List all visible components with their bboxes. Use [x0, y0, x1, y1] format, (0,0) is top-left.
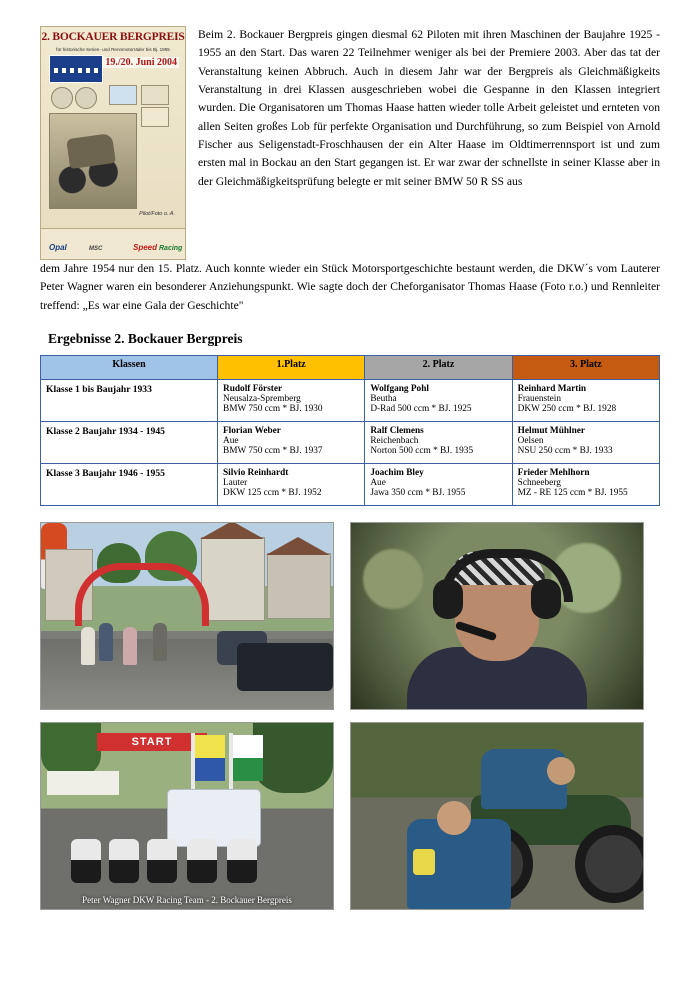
table-row — [41, 379, 660, 421]
rider-club: Aue — [223, 435, 239, 446]
photo-start-arch-street — [40, 522, 334, 710]
row-class-label: Klasse 3 Baujahr 1946 - 1955 — [41, 463, 218, 505]
column-header-place-1: 1.Platz — [218, 355, 365, 379]
poster-flag-graphic — [49, 55, 103, 83]
column-header-place-2: 2. Platz — [365, 355, 512, 379]
head-shape — [437, 801, 471, 835]
poster-sponsor-icon — [109, 85, 137, 105]
tree-shape — [41, 723, 101, 777]
car-shape — [237, 643, 333, 691]
row-class-label: Klasse 1 bis Baujahr 1933 — [41, 379, 218, 421]
rider-club: Lauter — [223, 477, 248, 488]
poster-badge-icon — [75, 87, 97, 109]
rider-machine: BMW 750 ccm * BJ. 1937 — [223, 445, 323, 456]
rider-club: Frauenstein — [517, 393, 562, 404]
poster-date: 19./20. Juni 2004 — [105, 57, 177, 68]
tent-shape — [47, 771, 119, 795]
result-cell — [365, 463, 512, 505]
rider-name: Frieder Mehlhorn — [517, 467, 590, 478]
start-banner: START — [97, 733, 207, 751]
poster-badge-icon — [51, 87, 73, 109]
motorcycle-shape — [109, 839, 139, 883]
result-cell — [512, 463, 659, 505]
article-text-wrapped: Beim 2. Bockauer Bergpreis gingen diesmal 62 Piloten mit ihren Maschinen der Baujahre 1925 - 1955 an den Start. Das waren 22 Teilnehmer weniger als bei der Premiere 2003. Aber das tat der Veranstaltung keinen Abbruch. Auch in diesem Jahr war der Bergpreis als Gleichmäßigkeits Veranstaltung in drei Klassen ausgeschrieben wobei die Gespanne in den Klassen integriert wurden. Die Organisatoren um Thomas Haase hatten wieder tolle Arbeit geleistet und ernteten von allen Seiten großes Lob für perfekte Organisation und Durchführung, so zum Beispiel von Arnold Fischer aus Seligenstadt-Froschhausen der ein Alter Haase im Oldtimerrennsport ist und zum ersten mal in Bockau an den Start gegangen ist. Er war zwar der schnellste in seiner Klasse aber in der Gleichmäßigkeitsprüfung belegte er mit seiner BMW 50 R SS aus — [198, 28, 660, 188]
person-shape — [123, 627, 137, 665]
poster-sponsor-icon — [141, 85, 169, 105]
poster-logo-speed: Speed — [133, 243, 158, 252]
person-shape — [81, 627, 95, 665]
table-row — [41, 463, 660, 505]
headset-earcup-icon — [531, 579, 561, 619]
result-cell — [365, 379, 512, 421]
poster-title: 2. BOCKAUER BERGPREIS — [41, 31, 185, 43]
background-blur-shape — [363, 549, 423, 609]
photo-gallery — [40, 522, 660, 910]
rider-machine: NSU 250 ccm * BJ. 1933 — [517, 445, 613, 456]
photo-organizer-portrait — [350, 522, 644, 710]
poster-photo-credit: Pilot/Foto o. A. — [139, 211, 175, 217]
result-cell — [512, 421, 659, 463]
result-cell — [218, 421, 365, 463]
jacket-patch-icon — [413, 849, 435, 875]
rider-club: Beutha — [370, 393, 397, 404]
tree-shape — [253, 723, 333, 793]
rider-name: Helmut Mühlner — [517, 425, 586, 436]
rider-name: Florian Weber — [223, 425, 281, 436]
rider-name: Wolfgang Pohl — [370, 383, 429, 394]
rider-name: Reinhard Martin — [517, 383, 587, 394]
result-cell — [512, 379, 659, 421]
roof-shape — [266, 537, 330, 555]
rider-machine: BMW 750 ccm * BJ. 1930 — [223, 403, 323, 414]
motorcycle-shape — [227, 839, 257, 883]
poster-subtitle: für historische Serien- und Rennmotorräder bis Bj. 1955 — [56, 47, 170, 52]
rider-machine: Norton 500 ccm * BJ. 1935 — [370, 445, 474, 456]
wheel-shape — [575, 825, 644, 903]
result-cell — [218, 463, 365, 505]
results-heading: Ergebnisse 2. Bockauer Bergpreis — [48, 330, 243, 346]
building-shape — [201, 537, 265, 621]
flag-shape — [195, 735, 225, 781]
rider-machine: Jawa 350 ccm * BJ. 1955 — [370, 487, 466, 498]
rider-club: Neusalza-Spremberg — [223, 393, 301, 404]
motorcycle-shape — [187, 839, 217, 883]
rider-name: Rudolf Förster — [223, 383, 283, 394]
photo-row-top — [40, 522, 660, 710]
person-shape — [99, 623, 113, 661]
poster-logo-msc: MSC — [89, 246, 103, 252]
rider-machine: DKW 250 ccm * BJ. 1928 — [517, 403, 617, 414]
column-header-klassen: Klassen — [41, 355, 218, 379]
motorcycle-shape — [147, 839, 177, 883]
rider-name: Joachim Bley — [370, 467, 424, 478]
column-header-place-3: 3. Platz — [512, 355, 659, 379]
motorcycle-shape — [71, 839, 101, 883]
poster-logo-racing: Racing — [159, 245, 183, 252]
event-poster — [40, 26, 186, 260]
headset-earcup-icon — [433, 579, 463, 619]
start-arch-shape — [75, 563, 209, 626]
rider-machine: D-Rad 500 ccm * BJ. 1925 — [370, 403, 472, 414]
poster-sponsor-icon — [141, 107, 169, 127]
results-table — [40, 355, 660, 506]
row-class-label: Klasse 2 Baujahr 1934 - 1945 — [41, 421, 218, 463]
head-shape — [547, 757, 575, 785]
rider-club: Oelsen — [517, 435, 544, 446]
photo-mechanics-working — [350, 722, 644, 910]
table-row — [41, 421, 660, 463]
poster-logo-opal: Opal — [49, 243, 67, 252]
roof-shape — [200, 522, 264, 539]
result-cell — [218, 379, 365, 421]
result-cell — [365, 421, 512, 463]
intro-section — [40, 26, 660, 260]
poster-motorcycle-photo — [49, 113, 137, 209]
photo-caption: Peter Wagner DKW Racing Team - 2. Bockauer Bergpreis — [82, 894, 292, 905]
building-shape — [267, 553, 331, 619]
rider-name: Ralf Clemens — [370, 425, 424, 436]
rider-name: Silvio Reinhardt — [223, 467, 289, 478]
rider-machine: MZ - RE 125 ccm * BJ. 1955 — [517, 487, 628, 498]
photo-dkw-racing-team — [40, 722, 334, 910]
rider-machine: DKW 125 ccm * BJ. 1952 — [223, 487, 322, 498]
person-shape — [153, 623, 167, 661]
rider-club: Schneeberg — [517, 477, 561, 488]
table-header-row — [41, 355, 660, 379]
flag-shape — [233, 735, 263, 781]
article-text-continued: dem Jahre 1954 nur den 15. Platz. Auch konnte wieder ein Stück Motorsportgeschichte bestaunt werden, die DKW´s vom Lauterer Peter Wagner waren ein besonderer Anziehungspunkt. Wie sagte doch der Cheforganisator Thomas Haase (Foto r.o.) und Rennleiter treffend: „Es war eine Gala der Geschichte" — [40, 262, 660, 312]
rider-club: Reichenbach — [370, 435, 419, 446]
rider-club: Aue — [370, 477, 386, 488]
photo-row-bottom — [40, 722, 660, 910]
